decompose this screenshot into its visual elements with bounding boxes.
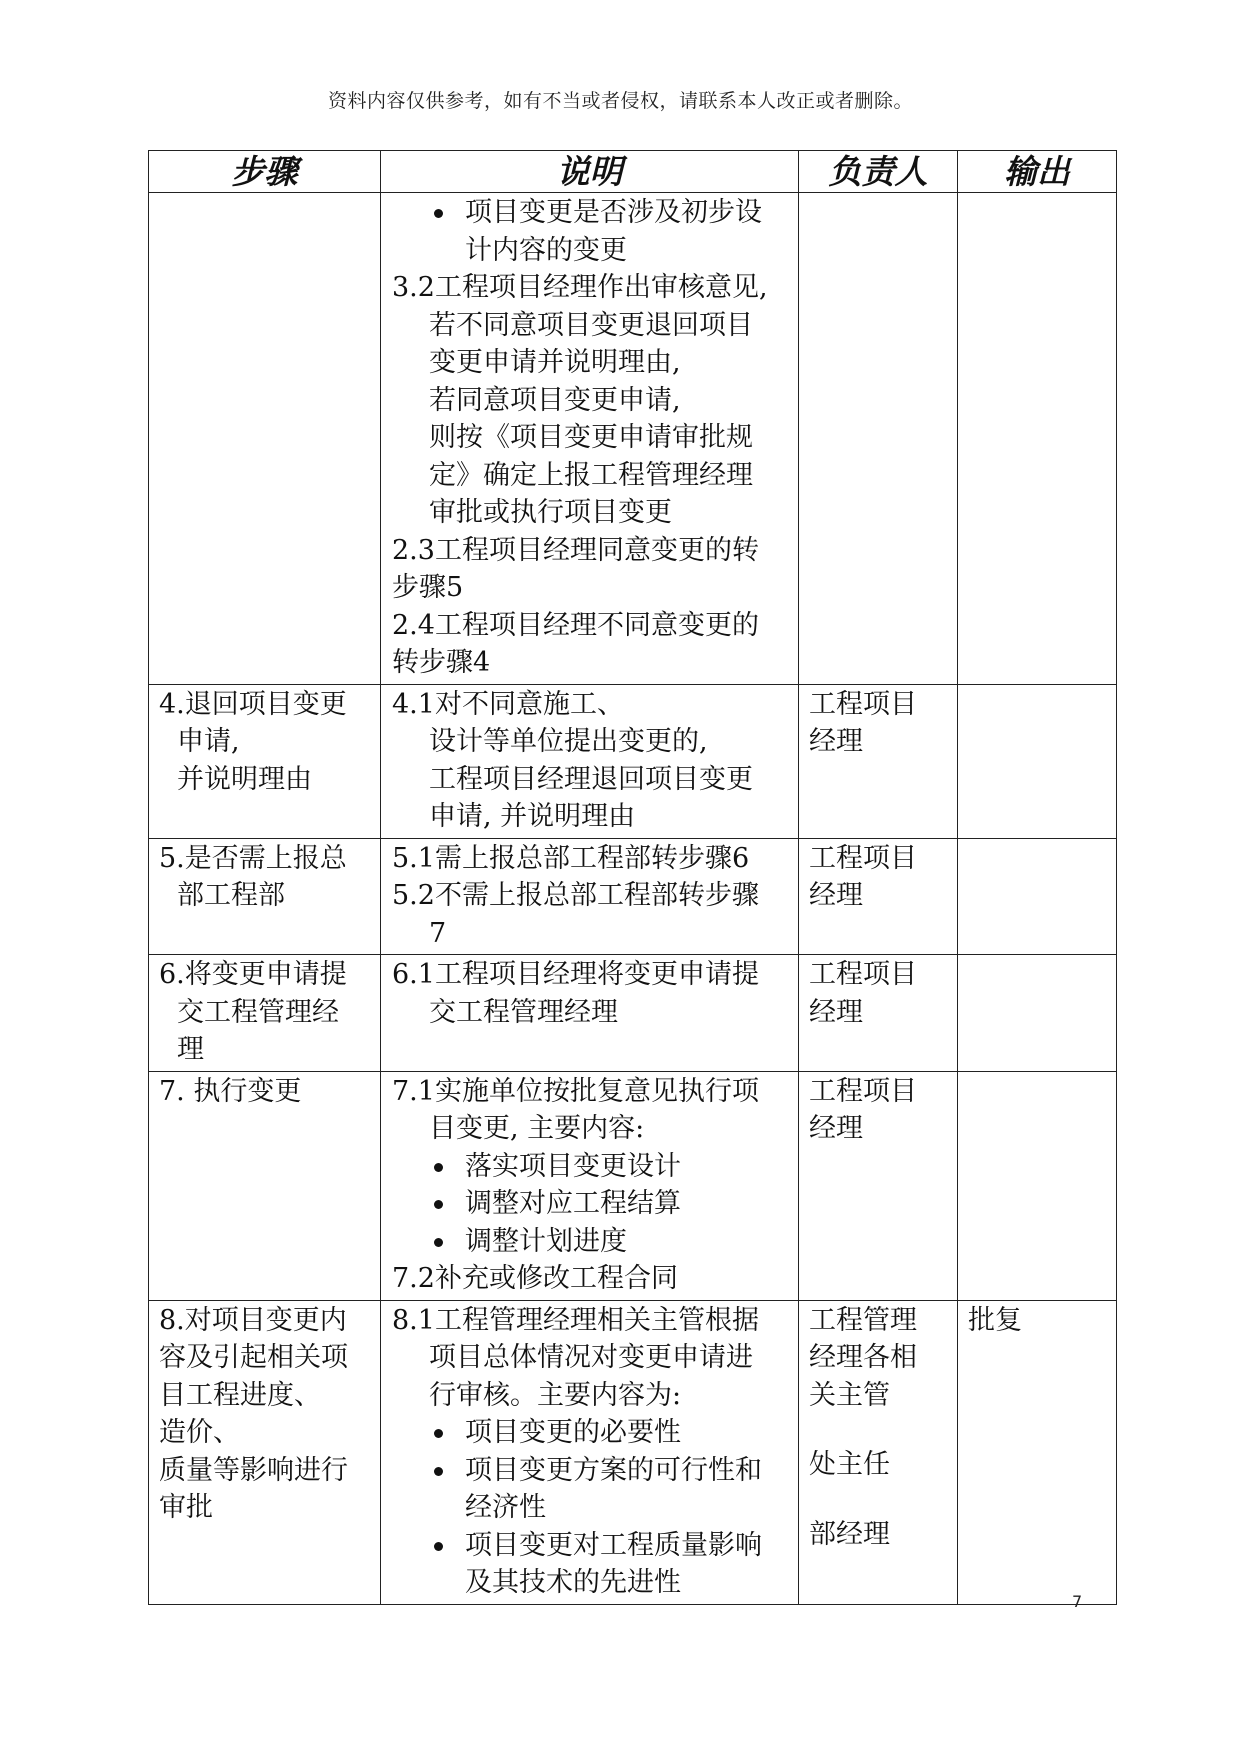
desc-line: 定》确定上报工程管理经理 <box>429 459 753 491</box>
desc-line: 步骤5 <box>392 572 464 603</box>
desc-line: 目变更, 主要内容: <box>429 1113 645 1144</box>
owner-line: 工程项目 <box>809 842 917 874</box>
table-row <box>149 684 1117 838</box>
table-row <box>149 193 1117 685</box>
table-row <box>149 838 1117 955</box>
step-line: 4.退回项目变更 <box>159 688 347 720</box>
step-line: 审批 <box>159 1492 213 1523</box>
step-line: 申请, <box>177 726 240 757</box>
output-cell <box>958 838 1117 955</box>
step-line: 并说明理由 <box>177 763 312 795</box>
desc-line: 7.2补充或修改工程合同 <box>392 1263 678 1294</box>
bullet-item: 调整对应工程结算 <box>392 1185 790 1223</box>
bullet-item: 项目变更对工程质量影响 <box>392 1527 790 1565</box>
table-header-row <box>149 151 1117 193</box>
desc-line: 7.1实施单位按批复意见执行项 <box>392 1075 759 1107</box>
bullet-item: 调整计划进度 <box>392 1223 790 1261</box>
output-cell <box>958 1071 1117 1300</box>
step-line: 造价、 <box>159 1417 240 1448</box>
description-cell <box>381 684 799 838</box>
owner-line: 工程项目 <box>809 688 917 720</box>
desc-line: 工程项目经理退回项目变更 <box>429 763 753 795</box>
owner-line: 经理 <box>809 996 863 1028</box>
bullet-continuation: 经济性 <box>465 1492 546 1523</box>
owner-line: 工程管理 <box>809 1304 917 1336</box>
step-line: 容及引起相关项 <box>159 1342 348 1373</box>
bullet-item: 项目变更方案的可行性和 <box>392 1452 790 1490</box>
desc-line: 6.1工程项目经理将变更申请提 <box>392 959 759 990</box>
step-line: 理 <box>177 1034 204 1065</box>
desc-line: 若不同意项目变更退回项目 <box>429 309 753 341</box>
desc-line: 若同意项目变更申请, <box>429 384 681 416</box>
owner-line: 工程项目 <box>809 959 917 990</box>
desc-line: 8.1工程管理经理相关主管根据 <box>392 1304 759 1336</box>
owner-line: 工程项目 <box>809 1075 917 1107</box>
step-cell <box>149 955 381 1072</box>
owner-line: 经理 <box>809 1113 863 1144</box>
desc-line: 交工程管理经理 <box>429 996 618 1028</box>
bullet-continuation: 计内容的变更 <box>465 234 627 266</box>
owner-line: 经理 <box>809 726 863 757</box>
owner-cell <box>799 1071 958 1300</box>
desc-line: 2.4工程项目经理不同意变更的 <box>392 609 759 641</box>
step-line: 8.对项目变更内 <box>159 1304 347 1336</box>
disclaimer-header: 资料内容仅供参考，如有不当或者侵权，请联系本人改正或者删除。 <box>327 90 913 112</box>
output-cell <box>958 193 1117 685</box>
description-cell <box>381 955 799 1072</box>
desc-line: 5.2不需上报总部工程部转步骤 <box>392 880 759 911</box>
step-line: 5.是否需上报总 <box>159 842 347 874</box>
table-row <box>149 1071 1117 1300</box>
step-cell <box>149 684 381 838</box>
owner-cell <box>799 838 958 955</box>
step-line: 6.将变更申请提 <box>159 959 347 990</box>
output-value: 批复 <box>968 1304 1022 1336</box>
table-row <box>149 1300 1117 1604</box>
output-cell <box>958 955 1117 1072</box>
header-owner: 负责人 <box>799 151 958 193</box>
header-description: 说明 <box>381 151 799 193</box>
step-cell <box>149 1300 381 1604</box>
owner-cell <box>799 1300 958 1604</box>
desc-line: 转步骤4 <box>392 647 491 678</box>
desc-line: 设计等单位提出变更的, <box>429 726 708 757</box>
step-line: 交工程管理经 <box>177 996 339 1028</box>
bullet-item: 落实项目变更设计 <box>392 1148 790 1186</box>
process-table <box>148 150 1117 1605</box>
description-cell <box>381 193 799 685</box>
desc-line: 则按《项目变更申请审批规 <box>429 422 753 453</box>
desc-line: 4.1对不同意施工、 <box>392 688 624 720</box>
step-cell <box>149 838 381 955</box>
owner-line: 部经理 <box>809 1518 890 1550</box>
step-line: 质量等影响进行 <box>159 1454 348 1486</box>
desc-line: 5.1需上报总部工程部转步骤6 <box>392 842 750 874</box>
owner-cell <box>799 955 958 1072</box>
output-cell <box>958 684 1117 838</box>
step-cell <box>149 1071 381 1300</box>
desc-line: 项目总体情况对变更申请进 <box>429 1342 753 1373</box>
bullet-item: 项目变更是否涉及初步设 <box>392 194 790 232</box>
step-line: 部工程部 <box>177 880 285 911</box>
step-cell <box>149 193 381 685</box>
table-row <box>149 955 1117 1072</box>
output-cell <box>958 1300 1117 1604</box>
header-step: 步骤 <box>149 151 381 193</box>
desc-line: 3.2工程项目经理作出审核意见, <box>392 272 768 303</box>
owner-cell <box>799 684 958 838</box>
description-cell <box>381 1300 799 1604</box>
header-output: 输出 <box>958 151 1117 193</box>
desc-line: 2.3工程项目经理同意变更的转 <box>392 534 759 566</box>
description-cell <box>381 1071 799 1300</box>
owner-line: 经理各相 <box>809 1342 917 1373</box>
desc-line: 变更申请并说明理由, <box>429 347 681 378</box>
owner-line: 关主管 <box>809 1379 890 1411</box>
bullet-continuation: 及其技术的先进性 <box>465 1567 681 1598</box>
owner-line: 处主任 <box>809 1449 890 1480</box>
owner-line: 经理 <box>809 880 863 911</box>
desc-line: 7 <box>429 917 447 949</box>
page-number: 7 <box>1072 1592 1083 1611</box>
step-line: 目工程进度、 <box>159 1379 321 1411</box>
step-line: 7. 执行变更 <box>159 1075 302 1107</box>
desc-line: 审批或执行项目变更 <box>429 497 672 528</box>
description-cell <box>381 838 799 955</box>
owner-cell <box>799 193 958 685</box>
bullet-item: 项目变更的必要性 <box>392 1414 790 1452</box>
desc-line: 行审核。主要内容为: <box>429 1379 682 1411</box>
desc-line: 申请, 并说明理由 <box>429 801 636 832</box>
